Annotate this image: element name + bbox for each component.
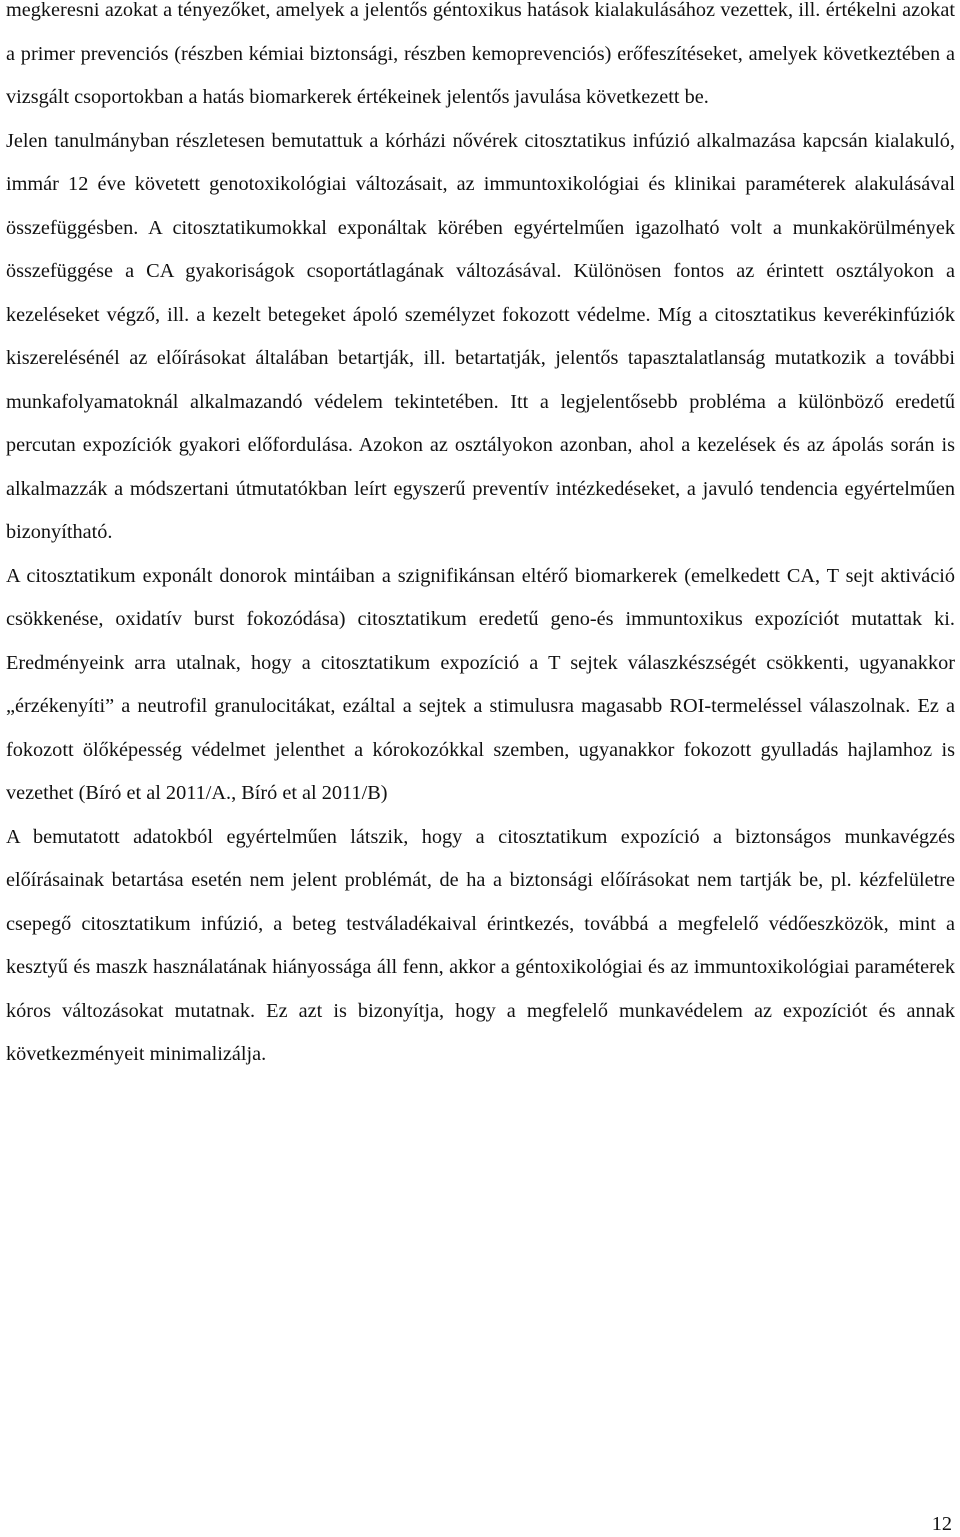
body-paragraph-3: A citosztatikum exponált donorok mintáiban a szignifikánsan eltérő biomarkerek (emelkedett CA, T sejt aktiváció csökkenése, oxidatív burst fokozódása) citosztatikum eredetű geno-és immuntoxikus expozíciót mutattak ki. Eredményeink arra utalnak, hogy a citosztatikum expozíció a T sejtek válaszkészségét csökkenti, ugyanakkor „érzékenyíti” a neutrofil granulocitákat, ezáltal a sejtek a stimulusra magasabb ROI-termeléssel válaszolnak. Ez a fokozott ölőképesség védelmet jelenthet a kórokozókkal szemben, ugyanakkor fokozott gyulladás hajlamhoz is vezethet (Bíró et al 2011/A., Bíró et al 2011/B) <box>6 564 955 804</box>
page-number: 12 <box>931 1513 952 1535</box>
body-paragraph-1: megkeresni azokat a tényezőket, amelyek a jelentős géntoxikus hatások kialakulásához vezettek, ill. értékelni azokat a primer prevenciós (részben kémiai biztonsági, részben kemoprevenciós) erőfeszítéseket, amelyek következtében a vizsgált csoportokban a hatás biomarkerek értékeinek jelentős javulása következett be. <box>6 0 955 108</box>
document-page <box>6 0 955 1077</box>
body-paragraph-2: Jelen tanulmányban részletesen bemutattuk a kórházi nővérek citosztatikus infúzió alkalmazása kapcsán kialakuló, immár 12 éve követett genotoxikológiai változásait, az immuntoxikológiai és klinikai paraméterek alakulásával összefüggésben. A citosztatikumokkal exponáltak körében egyértelműen igazolható volt a munkakörülmények összefüggése a CA gyakoriságok csoportátlagának változásával. Különösen fontos az érintett osztályokon a kezeléseket végző, ill. a kezelt betegeket ápoló személyzet fokozott védelme. Míg a citosztatikus keverékinfúziók kiszerelésénél az előírásokat általában betartják, ill. betartatják, jelentős tapasztalatlanság mutatkozik a további munkafolyamatoknál alkalmazandó védelem tekintetében. Itt a legjelentősebb probléma a különböző eredetű percutan expozíciók gyakori előfordulása. Azokon az osztályokon azonban, ahol a kezelések és az ápolás során is alkalmazzák a módszertani útmutatókban leírt egyszerű preventív intézkedéseket, a javuló tendencia egyértelműen bizonyítható. <box>6 129 955 543</box>
body-paragraph-4: A bemutatott adatokból egyértelműen látszik, hogy a citosztatikum expozíció a biztonságos munkavégzés előírásainak betartása esetén nem jelent problémát, de ha a biztonsági előírásokat nem tartják be, pl. kézfelületre csepegő citosztatikum infúzió, a beteg testváladékaival érintkezés, továbbá a megfelelő védőeszközök, mint a kesztyű és maszk használatának hiányossága áll fenn, akkor a géntoxikológiai és az immuntoxikológiai paraméterek kóros változásokat mutatnak. Ez azt is bizonyítja, hogy a megfelelő munkavédelem az expozíciót és annak következményeit minimalizálja. <box>6 825 955 1065</box>
